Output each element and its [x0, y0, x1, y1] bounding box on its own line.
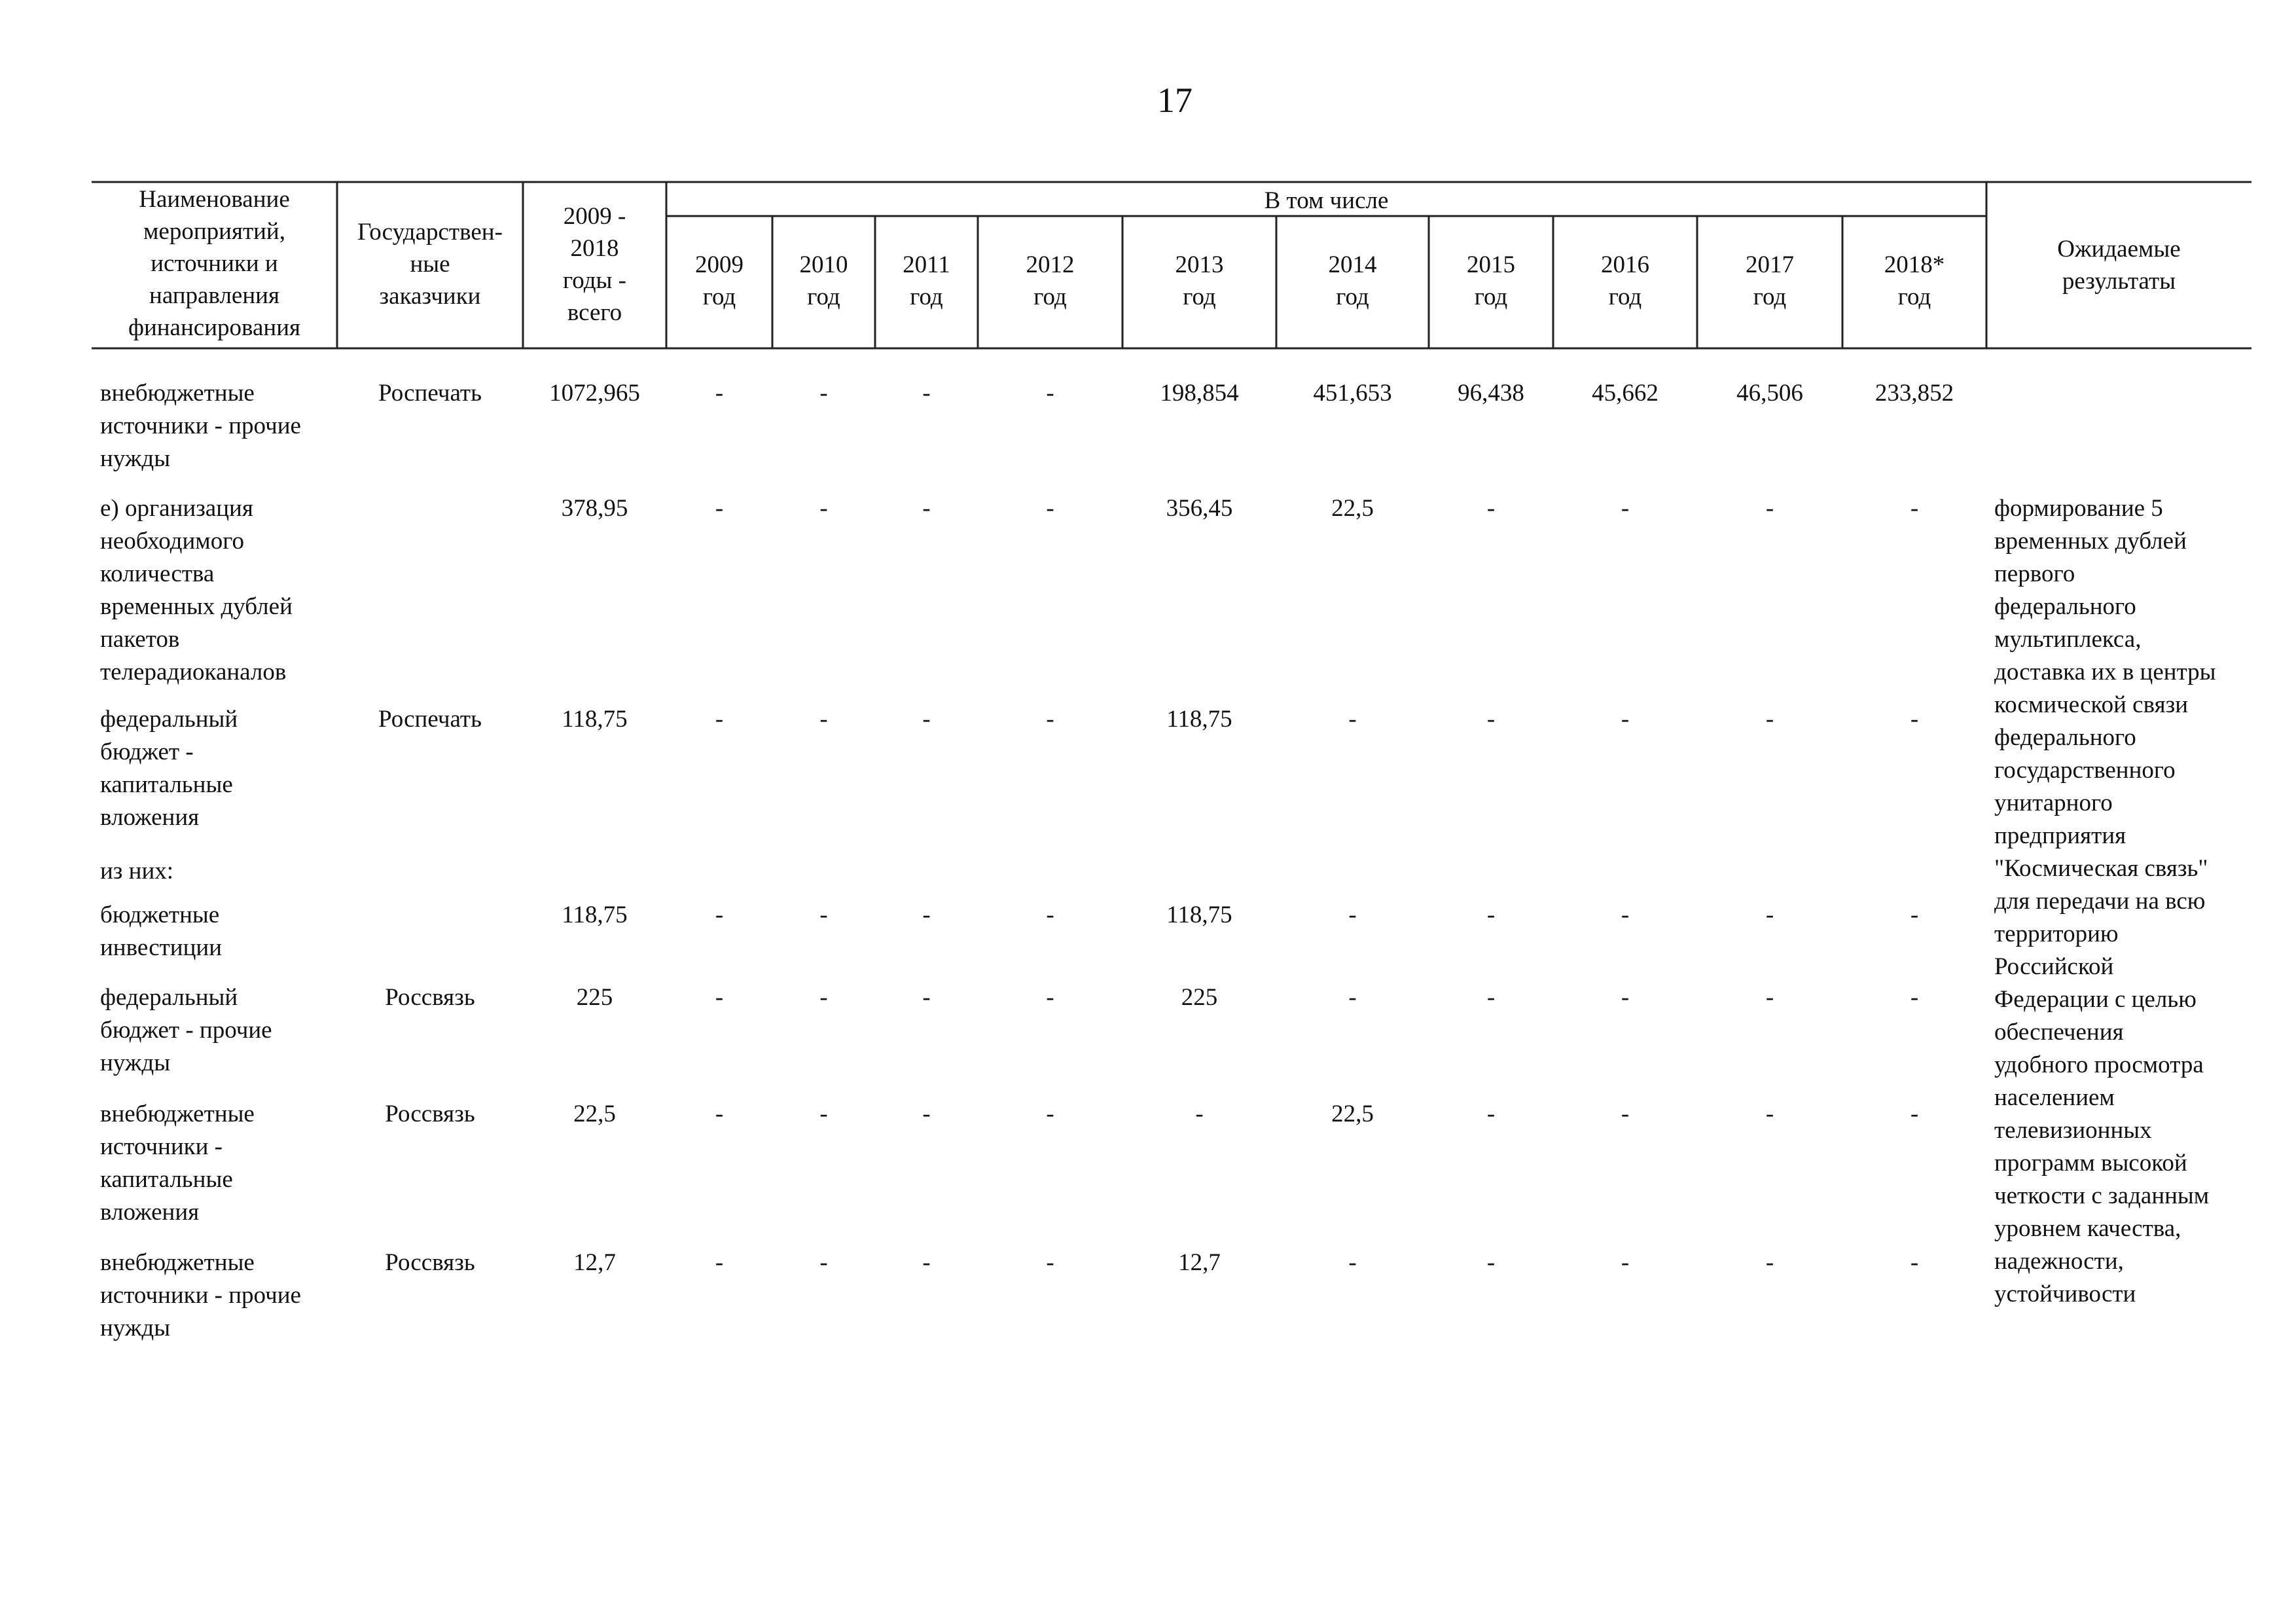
row-name: федеральный бюджет - капитальные вложения — [100, 706, 238, 831]
row-name: внебюджетные источники - прочие нужды — [100, 380, 301, 472]
row-year-value: - — [1621, 984, 1630, 1011]
row-year-value: - — [922, 495, 931, 522]
expected-results: формирование 5 временных дублей первого федерального мультиплекса, доставка их в центры космической связи федерального государственного унитарного предприятия "Космическая связь" для передачи на всю территорию Российской Федерации с целью обеспечения удобного просмотра населением телевизионных программ высокой четкости с заданным уровнем качества, надежности, устойчивости — [1994, 495, 2216, 1307]
row-year-value: - — [1765, 495, 1774, 522]
row-year-value: - — [1486, 984, 1496, 1011]
row-year-value: - — [1486, 495, 1496, 522]
header-year-2013: 2013 год — [1175, 251, 1224, 310]
header-year-2009: 2009 год — [695, 251, 744, 310]
row-year-value: - — [819, 984, 828, 1011]
row-year-value: - — [922, 902, 931, 928]
row-year-value: - — [819, 1101, 828, 1127]
row-year-value: 22,5 — [1331, 495, 1374, 522]
row-year-value: - — [1046, 902, 1054, 928]
row-total: 12,7 — [573, 1249, 616, 1276]
row-name: бюджетные инвестиции — [100, 902, 222, 961]
header-year-2012: 2012 год — [1026, 251, 1075, 310]
row-year-value: - — [922, 1101, 931, 1127]
row-year-value: - — [1046, 1101, 1054, 1127]
header-year-2011: 2011 год — [903, 251, 950, 310]
row-year-value: - — [715, 1249, 724, 1276]
row-name: внебюджетные источники - прочие нужды — [100, 1249, 301, 1341]
row-customer: Россвязь — [385, 984, 475, 1011]
row-year-value: - — [715, 984, 724, 1011]
row-year-value: - — [922, 984, 931, 1011]
row-year-value: - — [1910, 495, 1919, 522]
row-year-value: - — [1046, 706, 1054, 733]
row-year-value: - — [819, 380, 828, 407]
row-year-value: - — [922, 380, 931, 407]
header-year-2014: 2014 год — [1328, 251, 1377, 310]
row-year-value: - — [1765, 984, 1774, 1011]
row-year-value: - — [1621, 1101, 1630, 1127]
row-year-value: - — [922, 706, 931, 733]
row-year-value: 198,854 — [1160, 380, 1239, 407]
row-year-value: 451,653 — [1313, 380, 1392, 407]
row-year-value: - — [1348, 706, 1357, 733]
row-customer: Россвязь — [385, 1101, 475, 1127]
row-year-value: 233,852 — [1874, 380, 1954, 407]
row-year-value: - — [1046, 380, 1054, 407]
row-year-value: 118,75 — [1166, 902, 1232, 928]
row-year-value: - — [715, 495, 724, 522]
row-year-value: - — [1486, 1101, 1496, 1127]
row-year-value: - — [1765, 1101, 1774, 1127]
row-year-value: - — [1621, 902, 1630, 928]
header-year-2010: 2010 год — [799, 251, 848, 310]
row-year-value: - — [1046, 984, 1054, 1011]
row-year-value: - — [715, 706, 724, 733]
row-total: 22,5 — [573, 1101, 616, 1127]
header-year-2016: 2016 год — [1601, 251, 1649, 310]
row-customer: Роспечать — [378, 706, 482, 733]
row-year-value: - — [1910, 1249, 1919, 1276]
row-year-value: 46,506 — [1736, 380, 1803, 407]
row-total: 225 — [576, 984, 613, 1011]
page-number: 17 — [1157, 81, 1193, 120]
row-year-value: - — [1621, 495, 1630, 522]
row-year-value: - — [819, 902, 828, 928]
header-year-2015: 2015 год — [1467, 251, 1515, 310]
row-year-value: - — [922, 1249, 931, 1276]
row-year-value: - — [1621, 706, 1630, 733]
row-year-value: - — [1348, 984, 1357, 1011]
row-year-value: 96,438 — [1458, 380, 1524, 407]
row-year-value: - — [1765, 902, 1774, 928]
row-total: 118,75 — [562, 902, 628, 928]
row-customer: Россвязь — [385, 1249, 475, 1276]
row-name: федеральный бюджет - прочие нужды — [100, 984, 272, 1076]
row-year-value: - — [1486, 706, 1496, 733]
row-total: 118,75 — [562, 706, 628, 733]
row-year-value: 225 — [1181, 984, 1218, 1011]
row-year-value: - — [715, 1101, 724, 1127]
row-year-value: 118,75 — [1166, 706, 1232, 733]
row-name: внебюджетные источники - капитальные вложения — [100, 1101, 255, 1226]
row-year-value: 45,662 — [1592, 380, 1659, 407]
row-year-value: - — [819, 706, 828, 733]
row-year-value: - — [819, 1249, 828, 1276]
row-year-value: 22,5 — [1331, 1101, 1374, 1127]
row-total: 1072,965 — [549, 380, 640, 407]
row-year-value: - — [1765, 1249, 1774, 1276]
header-results-column: Ожидаемые результаты — [2057, 236, 2181, 295]
row-year-value: - — [1486, 1249, 1496, 1276]
header-customer-column: Государствен- ные заказчики — [357, 219, 503, 310]
row-year-value: - — [1348, 1249, 1357, 1276]
row-year-value: - — [715, 902, 724, 928]
row-year-value: - — [1765, 706, 1774, 733]
row-total: 378,95 — [561, 495, 628, 522]
row-year-value: - — [1195, 1101, 1204, 1127]
row-year-value: - — [1910, 984, 1919, 1011]
row-name: е) организация необходимого количества временных дублей пакетов телерадиоканалов — [100, 495, 293, 685]
header-total-column: 2009 - 2018 годы - всего — [563, 203, 626, 326]
row-year-value: - — [1046, 495, 1054, 522]
row-year-value: 12,7 — [1178, 1249, 1221, 1276]
row-year-value: - — [1910, 706, 1919, 733]
row-year-value: - — [1621, 1249, 1630, 1276]
row-name: из них: — [100, 858, 174, 884]
header-year-2017: 2017 год — [1746, 251, 1794, 310]
header-year-2018: 2018* год — [1884, 251, 1945, 310]
row-year-value: - — [1910, 1101, 1919, 1127]
row-year-value: - — [1046, 1249, 1054, 1276]
header-name-column: Наименование мероприятий, источники и направления финансирования — [128, 186, 301, 341]
row-year-value: - — [1910, 902, 1919, 928]
row-year-value: - — [1348, 902, 1357, 928]
row-customer: Роспечать — [378, 380, 482, 407]
row-year-value: - — [819, 495, 828, 522]
row-year-value: 356,45 — [1166, 495, 1233, 522]
row-year-value: - — [715, 380, 724, 407]
header-including: В том числе — [1264, 187, 1389, 214]
row-year-value: - — [1486, 902, 1496, 928]
